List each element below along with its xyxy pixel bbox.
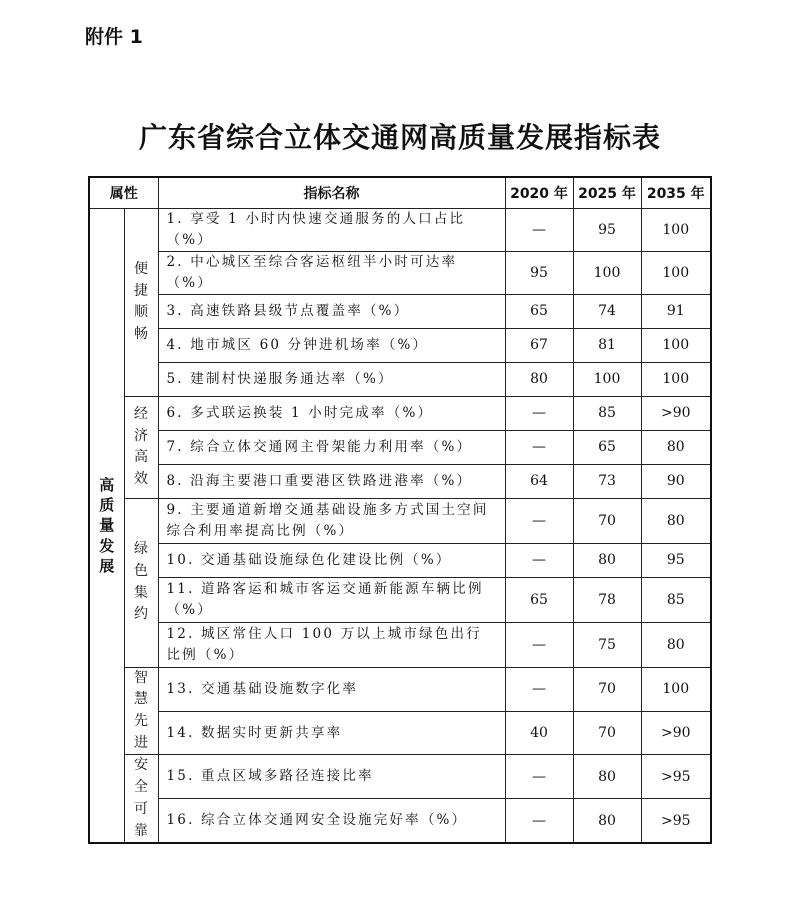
category-cell: 高 质 量 发 展 <box>89 209 124 844</box>
indicator-name: 14. 数据实时更新共享率 <box>158 711 505 755</box>
value-y2035: 100 <box>641 362 711 396</box>
value-y2025: 73 <box>573 464 641 498</box>
table-row <box>89 622 711 667</box>
header-2020: 2020 年 <box>505 177 573 209</box>
value-y2035: >95 <box>641 799 711 843</box>
table-row <box>89 799 711 843</box>
indicator-name: 7. 综合立体交通网主骨架能力利用率（%） <box>158 430 505 464</box>
value-y2035: 80 <box>641 430 711 464</box>
indicator-name: 13. 交通基础设施数字化率 <box>158 667 505 711</box>
value-y2035: 80 <box>641 498 711 543</box>
value-y2025: 85 <box>573 396 641 430</box>
table-row <box>89 362 711 396</box>
value-y2035: 91 <box>641 294 711 328</box>
value-y2025: 74 <box>573 294 641 328</box>
header-name: 指标名称 <box>158 177 505 209</box>
indicator-name: 1. 享受 1 小时内快速交通服务的人口占比（%） <box>158 209 505 252</box>
value-y2020: — <box>505 396 573 430</box>
value-y2035: >90 <box>641 711 711 755</box>
value-y2020: 67 <box>505 328 573 362</box>
value-y2035: 90 <box>641 464 711 498</box>
value-y2020: 65 <box>505 294 573 328</box>
page-title: 广东省综合立体交通网高质量发展指标表 <box>138 121 661 154</box>
value-y2020: — <box>505 799 573 843</box>
group-label: 便 捷 顺 畅 <box>124 209 158 397</box>
indicator-name: 10. 交通基础设施绿色化建设比例（%） <box>158 543 505 577</box>
value-y2035: 80 <box>641 622 711 667</box>
table-row <box>89 328 711 362</box>
indicator-name: 8. 沿海主要港口重要港区铁路进港率（%） <box>158 464 505 498</box>
value-y2035: 95 <box>641 543 711 577</box>
value-y2035: 100 <box>641 251 711 294</box>
table-row <box>89 577 711 622</box>
table-body <box>89 209 711 844</box>
value-y2035: 100 <box>641 209 711 252</box>
value-y2020: — <box>505 622 573 667</box>
table-row <box>89 396 711 430</box>
table-row <box>89 543 711 577</box>
indicator-name: 3. 高速铁路县级节点覆盖率（%） <box>158 294 505 328</box>
value-y2035: 100 <box>641 667 711 711</box>
group-label: 智 慧 先 进 <box>124 667 158 755</box>
value-y2020: — <box>505 667 573 711</box>
value-y2020: 40 <box>505 711 573 755</box>
group-label: 安 全 可 靠 <box>124 755 158 843</box>
value-y2020: — <box>505 498 573 543</box>
indicator-name: 4. 地市城区 60 分钟进机场率（%） <box>158 328 505 362</box>
table-row <box>89 209 711 252</box>
value-y2020: — <box>505 209 573 252</box>
table-row <box>89 498 711 543</box>
indicator-name: 11. 道路客运和城市客运交通新能源车辆比例（%） <box>158 577 505 622</box>
header-attr: 属性 <box>89 177 158 209</box>
indicator-name: 12. 城区常住人口 100 万以上城市绿色出行比例（%） <box>158 622 505 667</box>
value-y2020: — <box>505 755 573 799</box>
table-row <box>89 464 711 498</box>
indicator-name: 2. 中心城区至综合客运枢纽半小时可达率（%） <box>158 251 505 294</box>
indicator-name: 6. 多式联运换装 1 小时完成率（%） <box>158 396 505 430</box>
indicator-name: 5. 建制村快递服务通达率（%） <box>158 362 505 396</box>
value-y2035: 85 <box>641 577 711 622</box>
attachment-label: 附件 1 <box>85 26 143 48</box>
value-y2020: 80 <box>505 362 573 396</box>
value-y2020: — <box>505 430 573 464</box>
value-y2025: 81 <box>573 328 641 362</box>
value-y2035: >95 <box>641 755 711 799</box>
table-row <box>89 755 711 799</box>
value-y2025: 75 <box>573 622 641 667</box>
value-y2025: 100 <box>573 251 641 294</box>
group-label: 经 济 高 效 <box>124 396 158 498</box>
value-y2025: 78 <box>573 577 641 622</box>
indicator-name: 15. 重点区域多路径连接比率 <box>158 755 505 799</box>
value-y2025: 80 <box>573 799 641 843</box>
header-2025: 2025 年 <box>573 177 641 209</box>
value-y2025: 80 <box>573 543 641 577</box>
table-row <box>89 251 711 294</box>
value-y2025: 95 <box>573 209 641 252</box>
group-label: 绿 色 集 约 <box>124 498 158 667</box>
table-row <box>89 430 711 464</box>
value-y2020: 65 <box>505 577 573 622</box>
table-row <box>89 667 711 711</box>
table-row <box>89 711 711 755</box>
value-y2035: >90 <box>641 396 711 430</box>
indicator-name: 9. 主要通道新增交通基础设施多方式国土空间综合利用率提高比例（%） <box>158 498 505 543</box>
table-row <box>89 294 711 328</box>
indicator-table <box>88 176 712 844</box>
value-y2025: 70 <box>573 498 641 543</box>
value-y2025: 100 <box>573 362 641 396</box>
value-y2035: 100 <box>641 328 711 362</box>
value-y2025: 70 <box>573 711 641 755</box>
table-header-row <box>89 177 711 209</box>
value-y2025: 80 <box>573 755 641 799</box>
value-y2020: 64 <box>505 464 573 498</box>
indicator-name: 16. 综合立体交通网安全设施完好率（%） <box>158 799 505 843</box>
value-y2020: — <box>505 543 573 577</box>
value-y2025: 70 <box>573 667 641 711</box>
value-y2025: 65 <box>573 430 641 464</box>
value-y2020: 95 <box>505 251 573 294</box>
header-2035: 2035 年 <box>641 177 711 209</box>
